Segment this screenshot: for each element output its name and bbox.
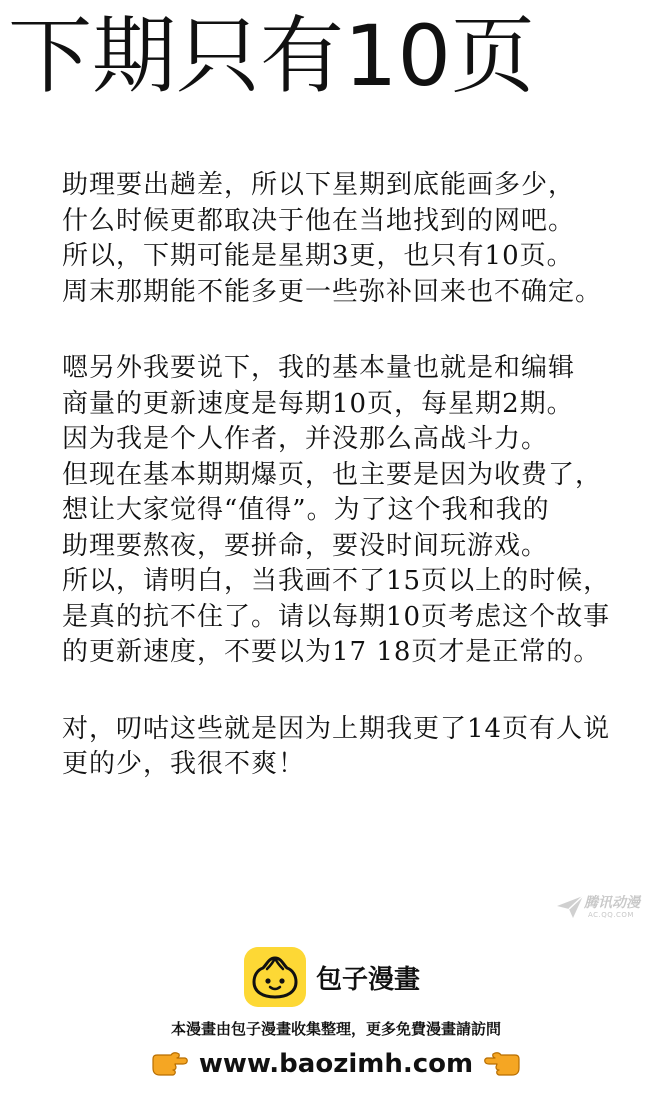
text-line: 是真的抗不住了。请以每期10页考虑这个故事 <box>62 601 611 632</box>
paragraph <box>62 351 642 671</box>
text-line: 更的少，我很不爽！ <box>62 749 306 779</box>
text-line: 什么时候更都取决于他在当地找到的网吧。 <box>62 205 576 236</box>
text-line: 所以，请明白，当我画不了15页以上的时候， <box>62 566 611 596</box>
text-line: 周末那期能不能多更一些弥补回来也不确定。 <box>62 276 603 307</box>
tencent-comic-watermark <box>556 890 668 930</box>
watermark-url: AC.QQ.COM <box>588 911 634 919</box>
text-line: 但现在基本期期爆页，也主要是因为收费了， <box>62 459 603 490</box>
paragraph <box>62 712 642 783</box>
brand-name: 包子漫畫 <box>316 964 421 995</box>
site-link-row[interactable] <box>0 1044 672 1084</box>
text-line: 商量的更新速度是每期10页，每星期2期。 <box>62 388 574 419</box>
site-url-link[interactable]: www.baozimh.com <box>198 1049 474 1079</box>
footer-note: 本漫畫由包子漫畫收集整理，更多免費漫畫請訪問 <box>170 1020 501 1038</box>
paragraph <box>62 168 642 310</box>
text-line: 的更新速度，不要以为17 18页才是正常的。 <box>62 637 601 667</box>
text-line: 嗯另外我要说下，我的基本量也就是和编辑 <box>62 353 576 383</box>
watermark-text: 腾讯动漫 <box>584 895 640 911</box>
text-line: 因为我是个人作者，并没那么高战斗力。 <box>62 424 549 454</box>
brand[interactable] <box>244 946 420 1008</box>
baozi-logo-icon <box>244 947 306 1007</box>
paper-plane-icon <box>556 894 584 920</box>
text-line: 助理要出趟差，所以下星期到底能画多少， <box>62 170 576 200</box>
pointing-right-hand-icon <box>149 1049 189 1079</box>
text-line: 想让大家觉得“值得”。为了这个我和我的 <box>62 495 550 525</box>
text-line: 所以，下期可能是星期3更，也只有10页。 <box>62 241 574 271</box>
text-line: 助理要熬夜，要拼命，要没时间玩游戏。 <box>62 530 549 561</box>
page-title: 下期只有10页 <box>8 7 535 105</box>
author-notes <box>62 168 642 824</box>
text-line: 对，叨咕这些就是因为上期我更了14页有人说 <box>62 713 611 744</box>
pointing-left-hand-icon <box>483 1049 523 1079</box>
